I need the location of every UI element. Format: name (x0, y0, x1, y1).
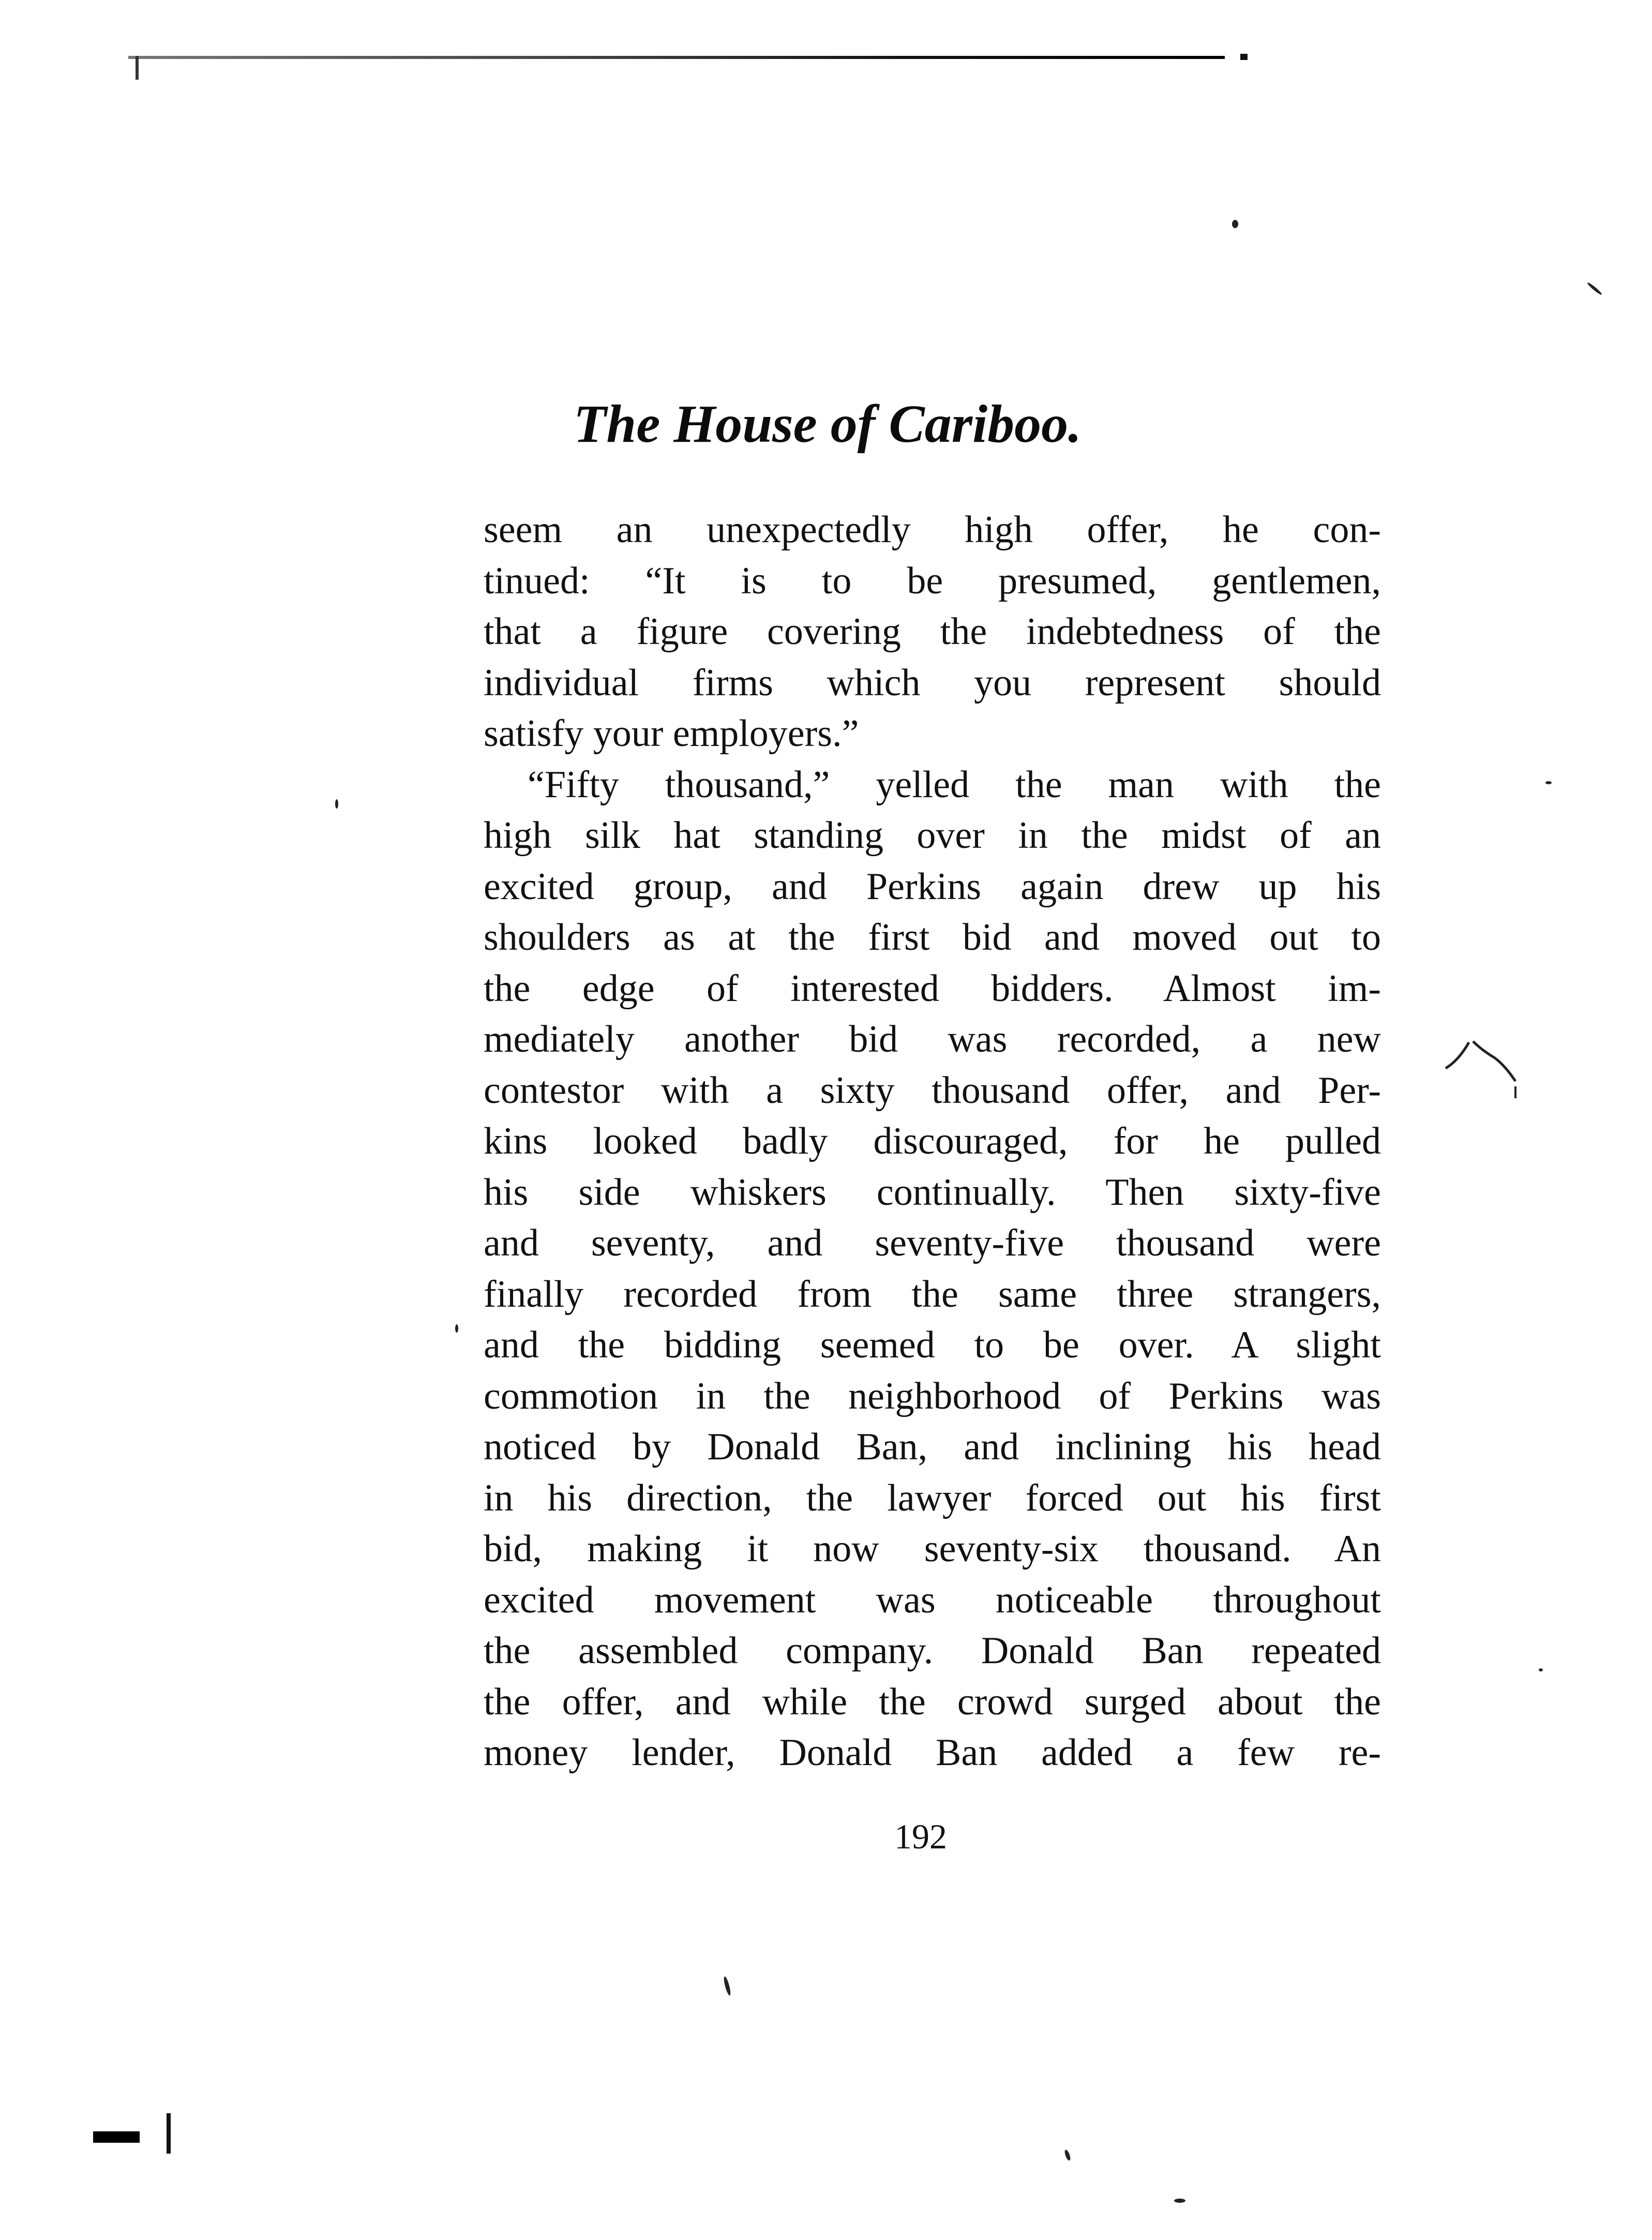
scan-speck (335, 799, 338, 809)
text-line: shoulders as at the first bid and moved out to (484, 916, 1381, 959)
text-line: the edge of interested bidders. Almost im- (484, 967, 1381, 1010)
scan-top-rule (128, 56, 1225, 59)
text-line: in his direction, the lawyer forced out his first (484, 1476, 1381, 1519)
running-title: The House of Cariboo. (573, 394, 1082, 454)
scan-margin-arc (1443, 1037, 1526, 1099)
text-line: bid, making it now seventy-six thousand. An (484, 1528, 1381, 1570)
scan-speck (1174, 2199, 1185, 2203)
text-line: excited movement was noticeable throughout (484, 1578, 1381, 1621)
text-line: the offer, and while the crowd surged about the (484, 1680, 1381, 1723)
text-line: money lender, Donald Ban added a few re- (484, 1731, 1381, 1774)
scan-top-rule-tick (136, 56, 139, 80)
scan-speck (1232, 220, 1238, 228)
scan-speck (455, 1324, 458, 1333)
page-number: 192 (894, 1817, 947, 1856)
scan-corner-bar (167, 2113, 171, 2154)
text-line: high silk hat standing over in the midst of an (484, 814, 1381, 857)
text-line: tinued: “It is to be presumed, gentlemen, (484, 559, 1381, 602)
text-line: finally recorded from the same three strangers, (484, 1273, 1381, 1316)
scan-speck (1539, 1668, 1543, 1671)
text-line: seem an unexpectedly high offer, he con- (484, 509, 1381, 551)
text-line: mediately another bid was recorded, a new (484, 1018, 1381, 1061)
text-line: his side whiskers continually. Then sixty-five (484, 1171, 1381, 1214)
text-line: kins looked badly discouraged, for he pulled (484, 1120, 1381, 1162)
scan-speck (1586, 281, 1602, 296)
text-line: noticed by Donald Ban, and inclining his head (484, 1426, 1381, 1468)
text-line: “Fifty thousand,” yelled the man with the (528, 763, 1381, 806)
text-line: excited group, and Perkins again drew up his (484, 865, 1381, 908)
page-body-text (484, 504, 1381, 1779)
text-line: that a figure covering the indebtedness of the (484, 610, 1381, 653)
text-line: individual firms which you represent should (484, 661, 1381, 704)
text-line: commotion in the neighborhood of Perkins was (484, 1375, 1381, 1417)
text-line: contestor with a sixty thousand offer, and Per- (484, 1069, 1381, 1112)
scan-speck (1063, 2149, 1071, 2161)
text-line: and seventy, and seventy-five thousand were (484, 1222, 1381, 1264)
scan-speck (1545, 781, 1552, 784)
text-line: the assembled company. Donald Ban repeated (484, 1630, 1381, 1672)
scan-speck (723, 1976, 732, 1996)
scan-corner-mark (93, 2131, 140, 2143)
text-line: and the bidding seemed to be over. A slight (484, 1324, 1381, 1366)
text-line: satisfy your employers.” (484, 712, 859, 755)
scan-top-rule-dot (1240, 54, 1248, 60)
